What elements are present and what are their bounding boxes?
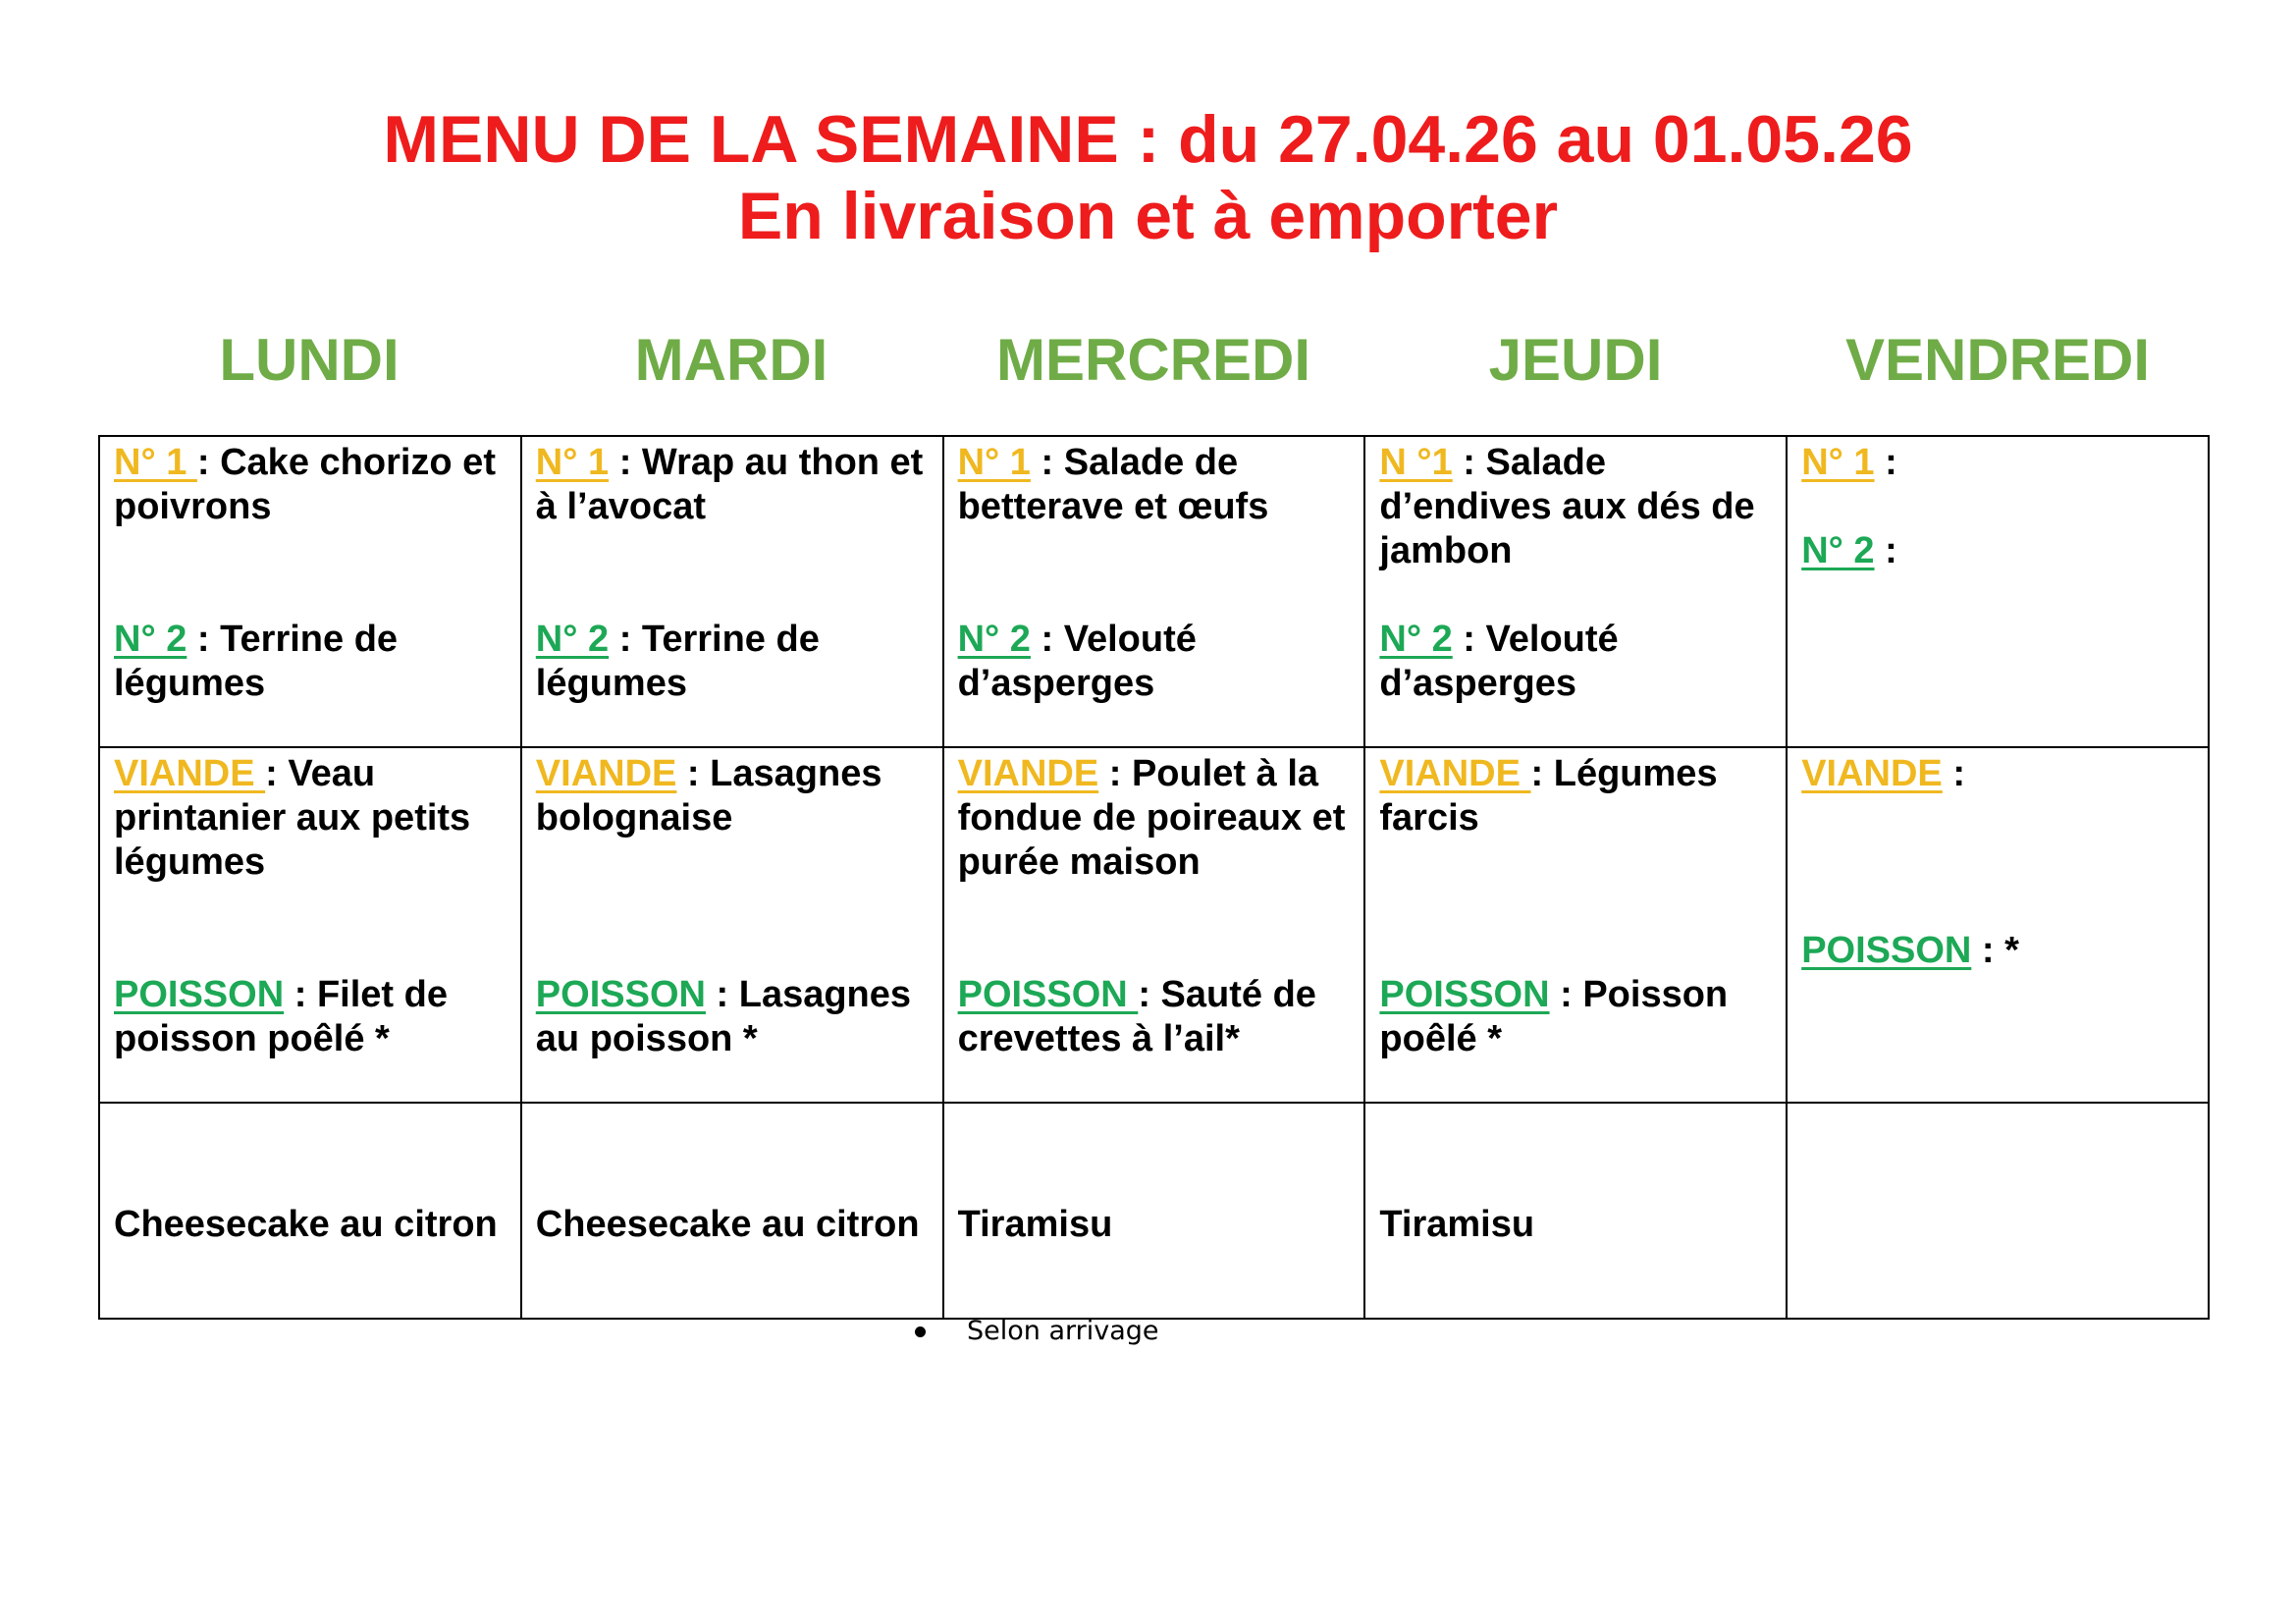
poisson-sep: :	[1138, 974, 1161, 1015]
starters-row	[99, 436, 2209, 747]
viande-label: VIANDE	[535, 753, 677, 794]
viande-sep: :	[1942, 753, 1965, 794]
dessert-text: Cheesecake au citron	[535, 1204, 920, 1245]
n2-dish: Terrine de légumes	[535, 619, 820, 704]
n2-dish: Velouté d’asperges	[957, 619, 1197, 704]
starters-cell-mercredi	[943, 436, 1365, 747]
day-header-mercredi: MERCREDI	[995, 327, 1310, 393]
n2-sep: :	[1030, 619, 1064, 660]
poisson-dish: Lasagnes au poisson *	[535, 974, 912, 1059]
n1-label: N° 1	[1801, 442, 1875, 483]
n2-dish: Velouté d’asperges	[1379, 619, 1619, 704]
poisson-dish: Poisson poêlé *	[1379, 974, 1729, 1059]
n1-label: N° 1	[535, 442, 610, 483]
dessert-cell-lundi	[99, 1103, 521, 1319]
n2-label: N° 2	[1379, 619, 1453, 660]
bullet-icon	[915, 1326, 926, 1337]
viande-label: VIANDE	[957, 753, 1099, 794]
n1-sep: :	[196, 442, 221, 483]
n1-dish: Salade d’endives aux dés de jambon	[1379, 442, 1755, 571]
n1-sep: :	[1452, 442, 1486, 483]
viande-sep: :	[265, 753, 289, 794]
viande-dish: Veau printanier aux petits légumes	[114, 753, 471, 883]
starters-cell-jeudi	[1364, 436, 1787, 747]
dessert-cell-vendredi	[1787, 1103, 2209, 1319]
n1-dish: Wrap au thon et à l’avocat	[535, 442, 924, 527]
mains-row	[99, 747, 2209, 1103]
viande-label: VIANDE	[114, 753, 266, 794]
viande-sep: :	[1530, 753, 1554, 794]
day-header-mardi: MARDI	[634, 327, 828, 393]
mains-cell-vendredi	[1787, 747, 2209, 1103]
poisson-label: POISSON	[1801, 930, 1972, 971]
n2-sep: :	[187, 619, 221, 660]
n1-label: N° 1	[957, 442, 1031, 483]
poisson-sep: : *	[1971, 930, 2019, 971]
mains-cell-mercredi	[943, 747, 1365, 1103]
n1-label: N° 1	[114, 442, 197, 483]
poisson-label: POISSON	[114, 974, 285, 1015]
footnote	[915, 1316, 1159, 1346]
n1-dish: Salade de betterave et œufs	[957, 442, 1269, 527]
n2-dish: Terrine de légumes	[114, 619, 399, 704]
poisson-sep: :	[1549, 974, 1583, 1015]
dessert-text: Tiramisu	[1379, 1204, 1535, 1245]
mains-cell-lundi	[99, 747, 521, 1103]
starters-cell-mardi	[521, 436, 943, 747]
n2-label: N° 2	[535, 619, 610, 660]
starters-cell-vendredi	[1787, 436, 2209, 747]
dessert-text	[1801, 1108, 2194, 1203]
n1-sep: :	[1030, 442, 1064, 483]
menu-subtitle: En livraison et à emporter	[737, 179, 1559, 253]
viande-label: VIANDE	[1379, 753, 1531, 794]
n1-sep: :	[609, 442, 642, 483]
footnote-text: Selon arrivage	[967, 1316, 1159, 1346]
dessert-text: Tiramisu	[957, 1204, 1113, 1245]
n2-sep: :	[1874, 530, 1897, 571]
n2-label: N° 2	[957, 619, 1031, 660]
poisson-sep: :	[705, 974, 739, 1015]
viande-dish: Légumes farcis	[1379, 753, 1718, 839]
poisson-label: POISSON	[1379, 974, 1550, 1015]
starters-cell-lundi	[99, 436, 521, 747]
viande-sep: :	[1098, 753, 1132, 794]
poisson-label: POISSON	[535, 974, 706, 1015]
day-header-jeudi: JEUDI	[1488, 327, 1663, 393]
mains-cell-mardi	[521, 747, 943, 1103]
n2-label: N° 2	[114, 619, 187, 660]
poisson-sep: :	[284, 974, 317, 1015]
day-header-lundi: LUNDI	[219, 327, 400, 393]
dessert-cell-mardi	[521, 1103, 943, 1319]
n1-dish: Cake chorizo et poivrons	[114, 442, 496, 527]
viande-sep: :	[676, 753, 711, 794]
n1-sep: :	[1874, 442, 1897, 483]
poisson-dish: Filet de poisson poêlé *	[114, 974, 448, 1059]
dessert-cell-mercredi	[943, 1103, 1365, 1319]
poisson-dish: Sauté de crevettes à l’ail*	[957, 974, 1316, 1059]
n2-sep: :	[609, 619, 642, 660]
mains-cell-jeudi	[1364, 747, 1787, 1103]
viande-dish: Poulet à la fondue de poireaux et purée maison	[957, 753, 1346, 883]
menu-table	[98, 435, 2210, 1320]
dessert-text: Cheesecake au citron	[114, 1204, 498, 1245]
menu-title: MENU DE LA SEMAINE : du 27.04.26 au 01.05.26	[383, 102, 1913, 177]
day-header-vendredi: VENDREDI	[1844, 327, 2151, 393]
n2-sep: :	[1452, 619, 1486, 660]
viande-dish: Lasagnes bolognaise	[535, 753, 882, 839]
desserts-row	[99, 1103, 2209, 1319]
n1-label: N °1	[1379, 442, 1453, 483]
viande-label: VIANDE	[1801, 753, 1943, 794]
poisson-label: POISSON	[957, 974, 1139, 1015]
n2-label: N° 2	[1801, 530, 1875, 571]
dessert-cell-jeudi	[1364, 1103, 1787, 1319]
